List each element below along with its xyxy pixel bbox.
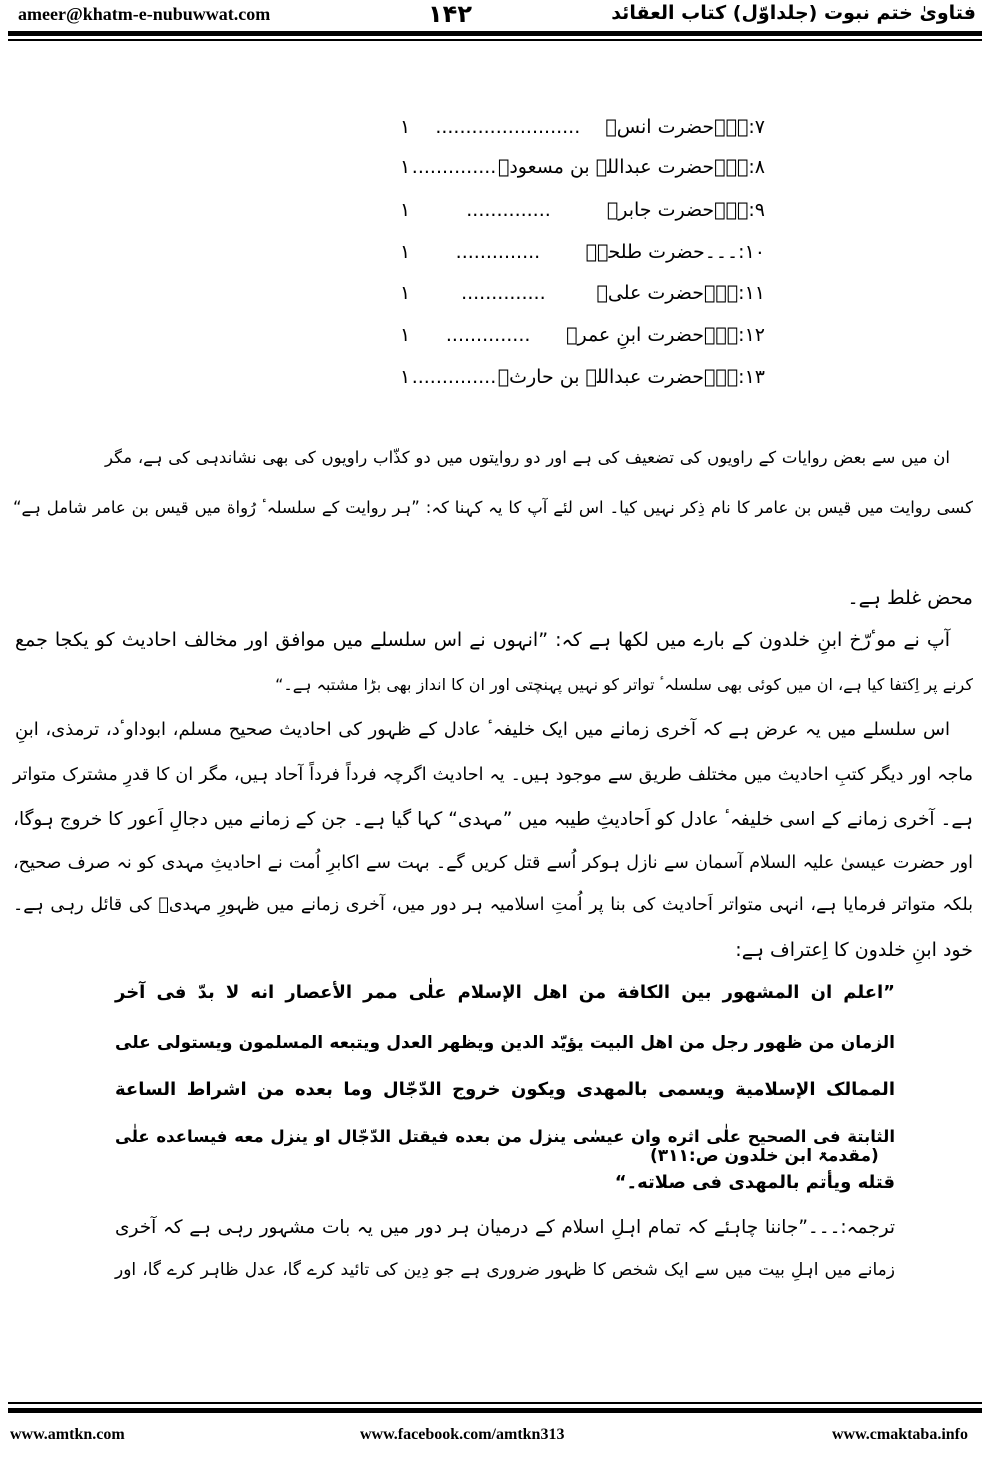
footer-rule-thick — [8, 1408, 982, 1413]
arabic-line: الممالک الإسلامیة ویسمی بالمھدی ویکون خروج الدّجّال وما بعده من اشراط الساعة — [115, 1079, 895, 1100]
body-line: اور حضرت عیسیٰ علیہ السلام آسمان سے نازل ہوکر اُسے قتل کریں گے۔ بہت سے اکابرِ اُمت نے احادیثِ مہدی کو نہ صرف صحیح، — [13, 853, 973, 873]
list-item — [400, 152, 765, 182]
body-line: کسی روایت میں قیس بن عامر کا نام ذِکر نہیں کیا۔ اس لئے آپ کا یہ کہنا کہ: ”ہر روایت کے سلسلہٴ رُواة میں قیس بن عامر شامل ہے“ — [13, 498, 973, 517]
list-item — [400, 320, 765, 350]
list-count: ۱ — [400, 116, 411, 138]
body-line: اس سلسلے میں یہ عرض ہے کہ آخری زمانے میں ایک خلیفہٴ عادل کے ظہور کی احادیث صحیح مسلم، ابوداوٴد، ترمذی، ابنِ — [15, 719, 950, 740]
body-line: خود ابنِ خلدون کا اِعتراف ہے: — [735, 939, 973, 961]
list-label: ۱۲:۔۔۔حضرت ابنِ عمرؓ — [566, 324, 765, 346]
list-label: ۸:۔۔۔حضرت عبداللہ بن مسعودؓ — [497, 156, 765, 178]
list-label: ۱۰:۔۔۔حضرت طلحہؓ — [585, 241, 765, 263]
leader-dots: .............. — [455, 241, 541, 263]
list-label: ۷:۔۔۔حضرت انسؓ — [605, 116, 765, 138]
footer-link-center[interactable]: www.facebook.com/amtkn313 — [360, 1426, 565, 1443]
list-item — [400, 112, 765, 142]
body-line: کرنے پر اِکتفا کیا ہے، ان میں کوئی بھی سلسلہٴ تواتر کو نہیں پہنچتی اور ان کا انداز بھی بڑا مشتبہ ہے۔“ — [275, 675, 973, 694]
header-rule-thin — [8, 39, 982, 41]
list-count: ۱ — [400, 366, 411, 388]
footer-rule-thin — [8, 1402, 982, 1404]
leader-dots: .............. — [411, 156, 497, 178]
list-label: ۹:۔۔۔حضرت جابرؓ — [606, 199, 765, 221]
list-count: ۱ — [400, 199, 411, 221]
list-item — [400, 278, 765, 308]
translation-line: ترجمہ:۔۔۔”جاننا چاہئے کہ تمام اہلِ اسلام کے درمیان ہر دور میں یہ بات مشہور رہی ہے کہ آخری — [115, 1217, 895, 1238]
citation: (مقدمۃ ابن خلدون ص:۳۱۱) — [650, 1146, 879, 1166]
leader-dots: .............. — [466, 199, 551, 221]
footer-link-right[interactable]: www.cmaktaba.info — [831, 1426, 968, 1443]
leader-dots: .............. — [461, 282, 546, 304]
arabic-line: الزمان من ظھور رجل من اھل البیت یؤیّد الدین ویظھر العدل ویتبعه المسلمون ویستولی علی — [115, 1033, 895, 1053]
leader-dots: ........................ — [435, 116, 581, 138]
body-line: ماجہ اور دیگر کتبِ احادیث میں مختلف طریق سے موجود ہیں۔ یہ احادیث اگرچہ فرداً فرداً آحاد ہیں، مگر ان کا قدرِ مشترک متواتر — [13, 765, 973, 785]
arabic-line: الثابتة فی الصحیح علٰی اثره وان عیسٰی ینزل من بعده فیقتل الدّجّال او ینزل معه فیساعده علٰی — [115, 1127, 895, 1146]
body-line: محض غلط ہے۔ — [847, 587, 973, 609]
list-count: ۱ — [400, 282, 411, 304]
list-label: ۱۱:۔۔۔حضرت علیؓ — [596, 282, 765, 304]
list-count: ۱ — [400, 156, 411, 178]
translation-line: زمانے میں اہلِ بیت میں سے ایک شخص کا ظہور ضروری ہے جو دِین کی تائید کرے گا، عدل ظاہر کرے گا، اور — [115, 1260, 895, 1280]
body-line: آپ نے موٴرّخ ابنِ خلدون کے بارے میں لکھا ہے کہ: ”انہوں نے اس سلسلے میں موافق اور مخالف احادیث کو یکجا جمع — [15, 629, 950, 651]
arabic-line: ”اعلم ان المشھور بین الکافة من اھل الإسلام علٰی ممر الأعصار انه لا بدّ فی آخر — [115, 982, 895, 1003]
arabic-line: قتله ویأتم بالمھدی فی صلاته۔“ — [614, 1172, 895, 1193]
body-line: ان میں سے بعض روایات کے راویوں کی تضعیف کی ہے اور دو روایتوں میں دو کذّاب راویوں کی بھی نشاندہی کی ہے، مگر — [105, 448, 950, 467]
header-email: ameer@khatm-e-nubuwwat.com — [18, 4, 271, 24]
list-item — [400, 362, 765, 392]
leader-dots: .............. — [445, 324, 531, 346]
body-line: بلکہ متواتر فرمایا ہے، انہی متواتر اَحادیث کی بنا پر اُمتِ اسلامیہ ہر دور میں، آخری زمانے میں ظہورِ مہدیؓ کی قائل رہی ہے۔ — [13, 895, 973, 915]
leader-dots: .............. — [411, 366, 497, 388]
list-count: ۱ — [400, 324, 411, 346]
list-item — [400, 195, 765, 225]
list-count: ۱ — [400, 241, 411, 263]
list-label: ۱۳:۔۔۔حضرت عبداللہ بن حارثؓ — [497, 366, 765, 388]
header-rule-thick — [8, 31, 982, 36]
book-title: فتاویٰ ختم نبوت (جلداوّل) کتاب العقائد — [611, 2, 976, 24]
body-line: ہے۔ آخری زمانے کے اسی خلیفہٴ عادل کو اَحادیثِ طیبہ میں ”مہدی“ کہا گیا ہے۔ جن کے زمانے میں دجالِ اَعور کا خروج ہوگا، — [13, 809, 973, 830]
footer-link-left[interactable]: www.amtkn.com — [10, 1426, 125, 1443]
list-item — [400, 237, 765, 267]
page-number: ۱۴۲ — [428, 0, 472, 28]
